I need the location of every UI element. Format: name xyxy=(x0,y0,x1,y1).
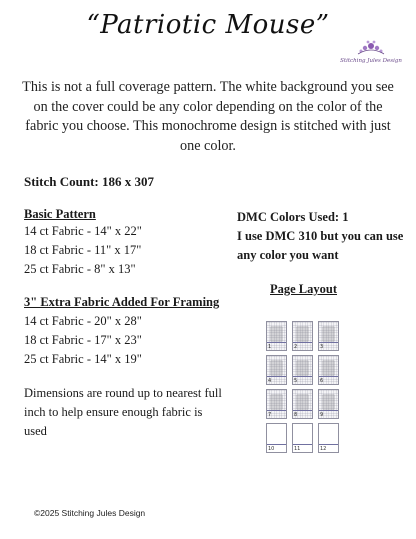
dmc-note: I use DMC 310 but you can use any color you want xyxy=(237,229,404,262)
page-layout-heading: Page Layout xyxy=(270,282,338,296)
page-thumbnail xyxy=(292,423,313,453)
list-item: 18 ct Fabric - 11" x 17" xyxy=(24,243,142,257)
page-number: 10 xyxy=(268,446,275,452)
page-thumbnail xyxy=(266,423,287,453)
page-thumbnail xyxy=(318,321,339,351)
page-thumbnail xyxy=(318,423,339,453)
page-number: 2 xyxy=(294,344,298,350)
page-thumbnail xyxy=(292,389,313,419)
page-number: 1 xyxy=(268,344,272,350)
page-number: 11 xyxy=(294,446,301,452)
page-number: 4 xyxy=(268,378,272,384)
logo-text: Stitching Jules Design xyxy=(340,58,402,64)
page-thumbnail xyxy=(292,355,313,385)
page-number: 12 xyxy=(320,446,327,452)
list-item: 25 ct Fabric - 8" x 13" xyxy=(24,262,136,276)
page-thumbnail xyxy=(266,321,287,351)
dmc-colors-block xyxy=(237,208,407,265)
page-thumbnail xyxy=(318,355,339,385)
page-number: 5 xyxy=(294,378,298,384)
page-thumbnail xyxy=(318,389,339,419)
page-layout-grid xyxy=(266,321,339,453)
list-item: 25 ct Fabric - 14" x 19" xyxy=(24,352,142,366)
page-number: 7 xyxy=(268,412,272,418)
copyright-footer: ©2025 Stitching Jules Design xyxy=(34,508,146,518)
dimensions-note: Dimensions are round up to nearest full inch to help ensure enough fabric is used xyxy=(24,386,222,438)
page-thumbnail xyxy=(266,389,287,419)
page-thumbnail xyxy=(292,321,313,351)
page-number: 3 xyxy=(320,344,324,350)
floral-logo-icon xyxy=(354,38,388,58)
basic-pattern-list xyxy=(24,222,142,279)
page-thumbnail xyxy=(266,355,287,385)
page-number: 6 xyxy=(320,378,324,384)
list-item: 14 ct Fabric - 20" x 28" xyxy=(24,314,142,328)
basic-pattern-heading: Basic Pattern xyxy=(24,207,96,221)
page-number: 9 xyxy=(320,412,324,418)
framing-heading: 3" Extra Fabric Added For Framing xyxy=(24,295,220,309)
stitch-count: Stitch Count: 186 x 307 xyxy=(24,174,155,189)
page-number: 8 xyxy=(294,412,298,418)
brand-logo xyxy=(338,38,404,70)
page-title: “Patriotic Mouse” xyxy=(86,10,330,40)
intro-paragraph: This is not a full coverage pattern. The white background you see on the cover could be any color depending on the color of the fabric you choose. This monochrome design is stitched with just one color. xyxy=(22,79,394,154)
list-item: 18 ct Fabric - 17" x 23" xyxy=(24,333,142,347)
dmc-count: DMC Colors Used: 1 xyxy=(237,210,349,224)
list-item: 14 ct Fabric - 14" x 22" xyxy=(24,224,142,238)
framing-list xyxy=(24,312,142,369)
